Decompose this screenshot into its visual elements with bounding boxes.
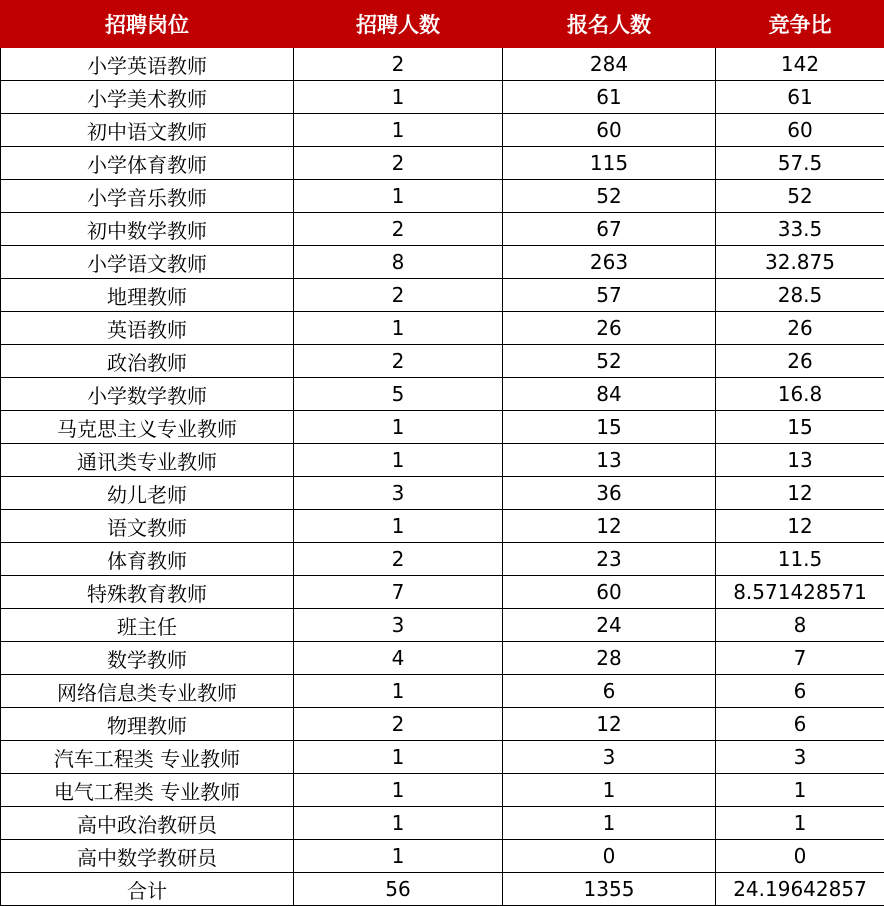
cell-openings: 2 xyxy=(294,345,503,378)
cell-openings: 2 xyxy=(294,708,503,741)
cell-openings: 2 xyxy=(294,213,503,246)
cell-ratio: 61 xyxy=(716,81,884,114)
cell-position: 物理教师 xyxy=(1,708,294,741)
cell-openings: 1 xyxy=(294,510,503,543)
table-row xyxy=(1,81,884,114)
cell-position: 小学数学教师 xyxy=(1,378,294,411)
cell-position: 电气工程类 专业教师 xyxy=(1,774,294,807)
table-row xyxy=(1,477,884,510)
cell-applicants: 3 xyxy=(503,741,716,774)
table-row xyxy=(1,510,884,543)
cell-position: 小学语文教师 xyxy=(1,246,294,279)
cell-openings: 8 xyxy=(294,246,503,279)
cell-openings: 4 xyxy=(294,642,503,675)
cell-applicants: 23 xyxy=(503,543,716,576)
cell-openings: 1 xyxy=(294,411,503,444)
table-row xyxy=(1,345,884,378)
cell-applicants: 24 xyxy=(503,609,716,642)
table-row xyxy=(1,807,884,840)
cell-openings: 1 xyxy=(294,81,503,114)
cell-openings: 1 xyxy=(294,807,503,840)
cell-applicants: 1 xyxy=(503,774,716,807)
table-row xyxy=(1,246,884,279)
table-row xyxy=(1,741,884,774)
cell-ratio: 6 xyxy=(716,675,884,708)
table-row xyxy=(1,180,884,213)
cell-position: 班主任 xyxy=(1,609,294,642)
cell-ratio: 60 xyxy=(716,114,884,147)
cell-applicants: 13 xyxy=(503,444,716,477)
cell-ratio: 15 xyxy=(716,411,884,444)
cell-openings: 1 xyxy=(294,741,503,774)
cell-position: 地理教师 xyxy=(1,279,294,312)
cell-applicants: 263 xyxy=(503,246,716,279)
table-row xyxy=(1,147,884,180)
cell-position: 初中数学教师 xyxy=(1,213,294,246)
table-row xyxy=(1,609,884,642)
cell-ratio: 52 xyxy=(716,180,884,213)
cell-openings: 1 xyxy=(294,444,503,477)
cell-applicants: 1355 xyxy=(503,873,716,906)
cell-ratio: 1 xyxy=(716,807,884,840)
cell-applicants: 6 xyxy=(503,675,716,708)
table-row xyxy=(1,543,884,576)
cell-ratio: 16.8 xyxy=(716,378,884,411)
table-row xyxy=(1,444,884,477)
table-row xyxy=(1,312,884,345)
cell-openings: 2 xyxy=(294,48,503,81)
cell-openings: 56 xyxy=(294,873,503,906)
cell-ratio: 8 xyxy=(716,609,884,642)
cell-position: 初中语文教师 xyxy=(1,114,294,147)
cell-applicants: 284 xyxy=(503,48,716,81)
cell-openings: 7 xyxy=(294,576,503,609)
cell-ratio: 28.5 xyxy=(716,279,884,312)
cell-applicants: 1 xyxy=(503,807,716,840)
cell-applicants: 52 xyxy=(503,180,716,213)
cell-applicants: 67 xyxy=(503,213,716,246)
cell-ratio: 57.5 xyxy=(716,147,884,180)
cell-applicants: 60 xyxy=(503,576,716,609)
cell-applicants: 115 xyxy=(503,147,716,180)
cell-openings: 1 xyxy=(294,774,503,807)
cell-openings: 1 xyxy=(294,675,503,708)
table-row xyxy=(1,213,884,246)
cell-ratio: 32.875 xyxy=(716,246,884,279)
table-row xyxy=(1,840,884,873)
header-row xyxy=(1,1,884,48)
cell-ratio: 26 xyxy=(716,345,884,378)
header-ratio: 竞争比 xyxy=(716,1,884,48)
cell-ratio: 142 xyxy=(716,48,884,81)
table-row xyxy=(1,675,884,708)
cell-position: 高中政治教研员 xyxy=(1,807,294,840)
cell-position: 高中数学教研员 xyxy=(1,840,294,873)
cell-ratio: 26 xyxy=(716,312,884,345)
cell-ratio: 8.571428571 xyxy=(716,576,884,609)
cell-position: 政治教师 xyxy=(1,345,294,378)
cell-position: 小学英语教师 xyxy=(1,48,294,81)
cell-ratio: 24.19642857 xyxy=(716,873,884,906)
cell-openings: 2 xyxy=(294,147,503,180)
cell-openings: 1 xyxy=(294,840,503,873)
table-row xyxy=(1,774,884,807)
cell-openings: 1 xyxy=(294,312,503,345)
table-row xyxy=(1,642,884,675)
cell-position: 小学体育教师 xyxy=(1,147,294,180)
table-row xyxy=(1,48,884,81)
cell-applicants: 12 xyxy=(503,510,716,543)
cell-ratio: 0 xyxy=(716,840,884,873)
cell-position: 小学美术教师 xyxy=(1,81,294,114)
table-row xyxy=(1,708,884,741)
cell-position: 语文教师 xyxy=(1,510,294,543)
cell-position: 马克思主义专业教师 xyxy=(1,411,294,444)
cell-applicants: 12 xyxy=(503,708,716,741)
table-row xyxy=(1,411,884,444)
header-applicants: 报名人数 xyxy=(503,1,716,48)
cell-ratio: 7 xyxy=(716,642,884,675)
cell-applicants: 36 xyxy=(503,477,716,510)
cell-openings: 1 xyxy=(294,180,503,213)
cell-applicants: 52 xyxy=(503,345,716,378)
cell-ratio: 3 xyxy=(716,741,884,774)
header-position: 招聘岗位 xyxy=(1,1,294,48)
table-row xyxy=(1,279,884,312)
cell-ratio: 11.5 xyxy=(716,543,884,576)
cell-position: 特殊教育教师 xyxy=(1,576,294,609)
cell-applicants: 57 xyxy=(503,279,716,312)
header-openings: 招聘人数 xyxy=(294,1,503,48)
cell-openings: 2 xyxy=(294,543,503,576)
cell-position: 英语教师 xyxy=(1,312,294,345)
cell-applicants: 60 xyxy=(503,114,716,147)
cell-openings: 3 xyxy=(294,477,503,510)
cell-openings: 5 xyxy=(294,378,503,411)
cell-position: 小学音乐教师 xyxy=(1,180,294,213)
cell-applicants: 84 xyxy=(503,378,716,411)
cell-ratio: 6 xyxy=(716,708,884,741)
cell-ratio: 12 xyxy=(716,510,884,543)
table-row xyxy=(1,114,884,147)
cell-ratio: 12 xyxy=(716,477,884,510)
cell-position: 体育教师 xyxy=(1,543,294,576)
cell-position: 幼儿老师 xyxy=(1,477,294,510)
cell-applicants: 26 xyxy=(503,312,716,345)
table-body xyxy=(1,48,884,906)
cell-ratio: 13 xyxy=(716,444,884,477)
cell-openings: 2 xyxy=(294,279,503,312)
cell-applicants: 61 xyxy=(503,81,716,114)
cell-openings: 1 xyxy=(294,114,503,147)
cell-applicants: 0 xyxy=(503,840,716,873)
cell-openings: 3 xyxy=(294,609,503,642)
cell-position: 合计 xyxy=(1,873,294,906)
cell-ratio: 33.5 xyxy=(716,213,884,246)
cell-applicants: 28 xyxy=(503,642,716,675)
cell-applicants: 15 xyxy=(503,411,716,444)
cell-ratio: 1 xyxy=(716,774,884,807)
table-row xyxy=(1,576,884,609)
total-row xyxy=(1,873,884,906)
cell-position: 汽车工程类 专业教师 xyxy=(1,741,294,774)
cell-position: 网络信息类专业教师 xyxy=(1,675,294,708)
cell-position: 通讯类专业教师 xyxy=(1,444,294,477)
cell-position: 数学教师 xyxy=(1,642,294,675)
table-row xyxy=(1,378,884,411)
